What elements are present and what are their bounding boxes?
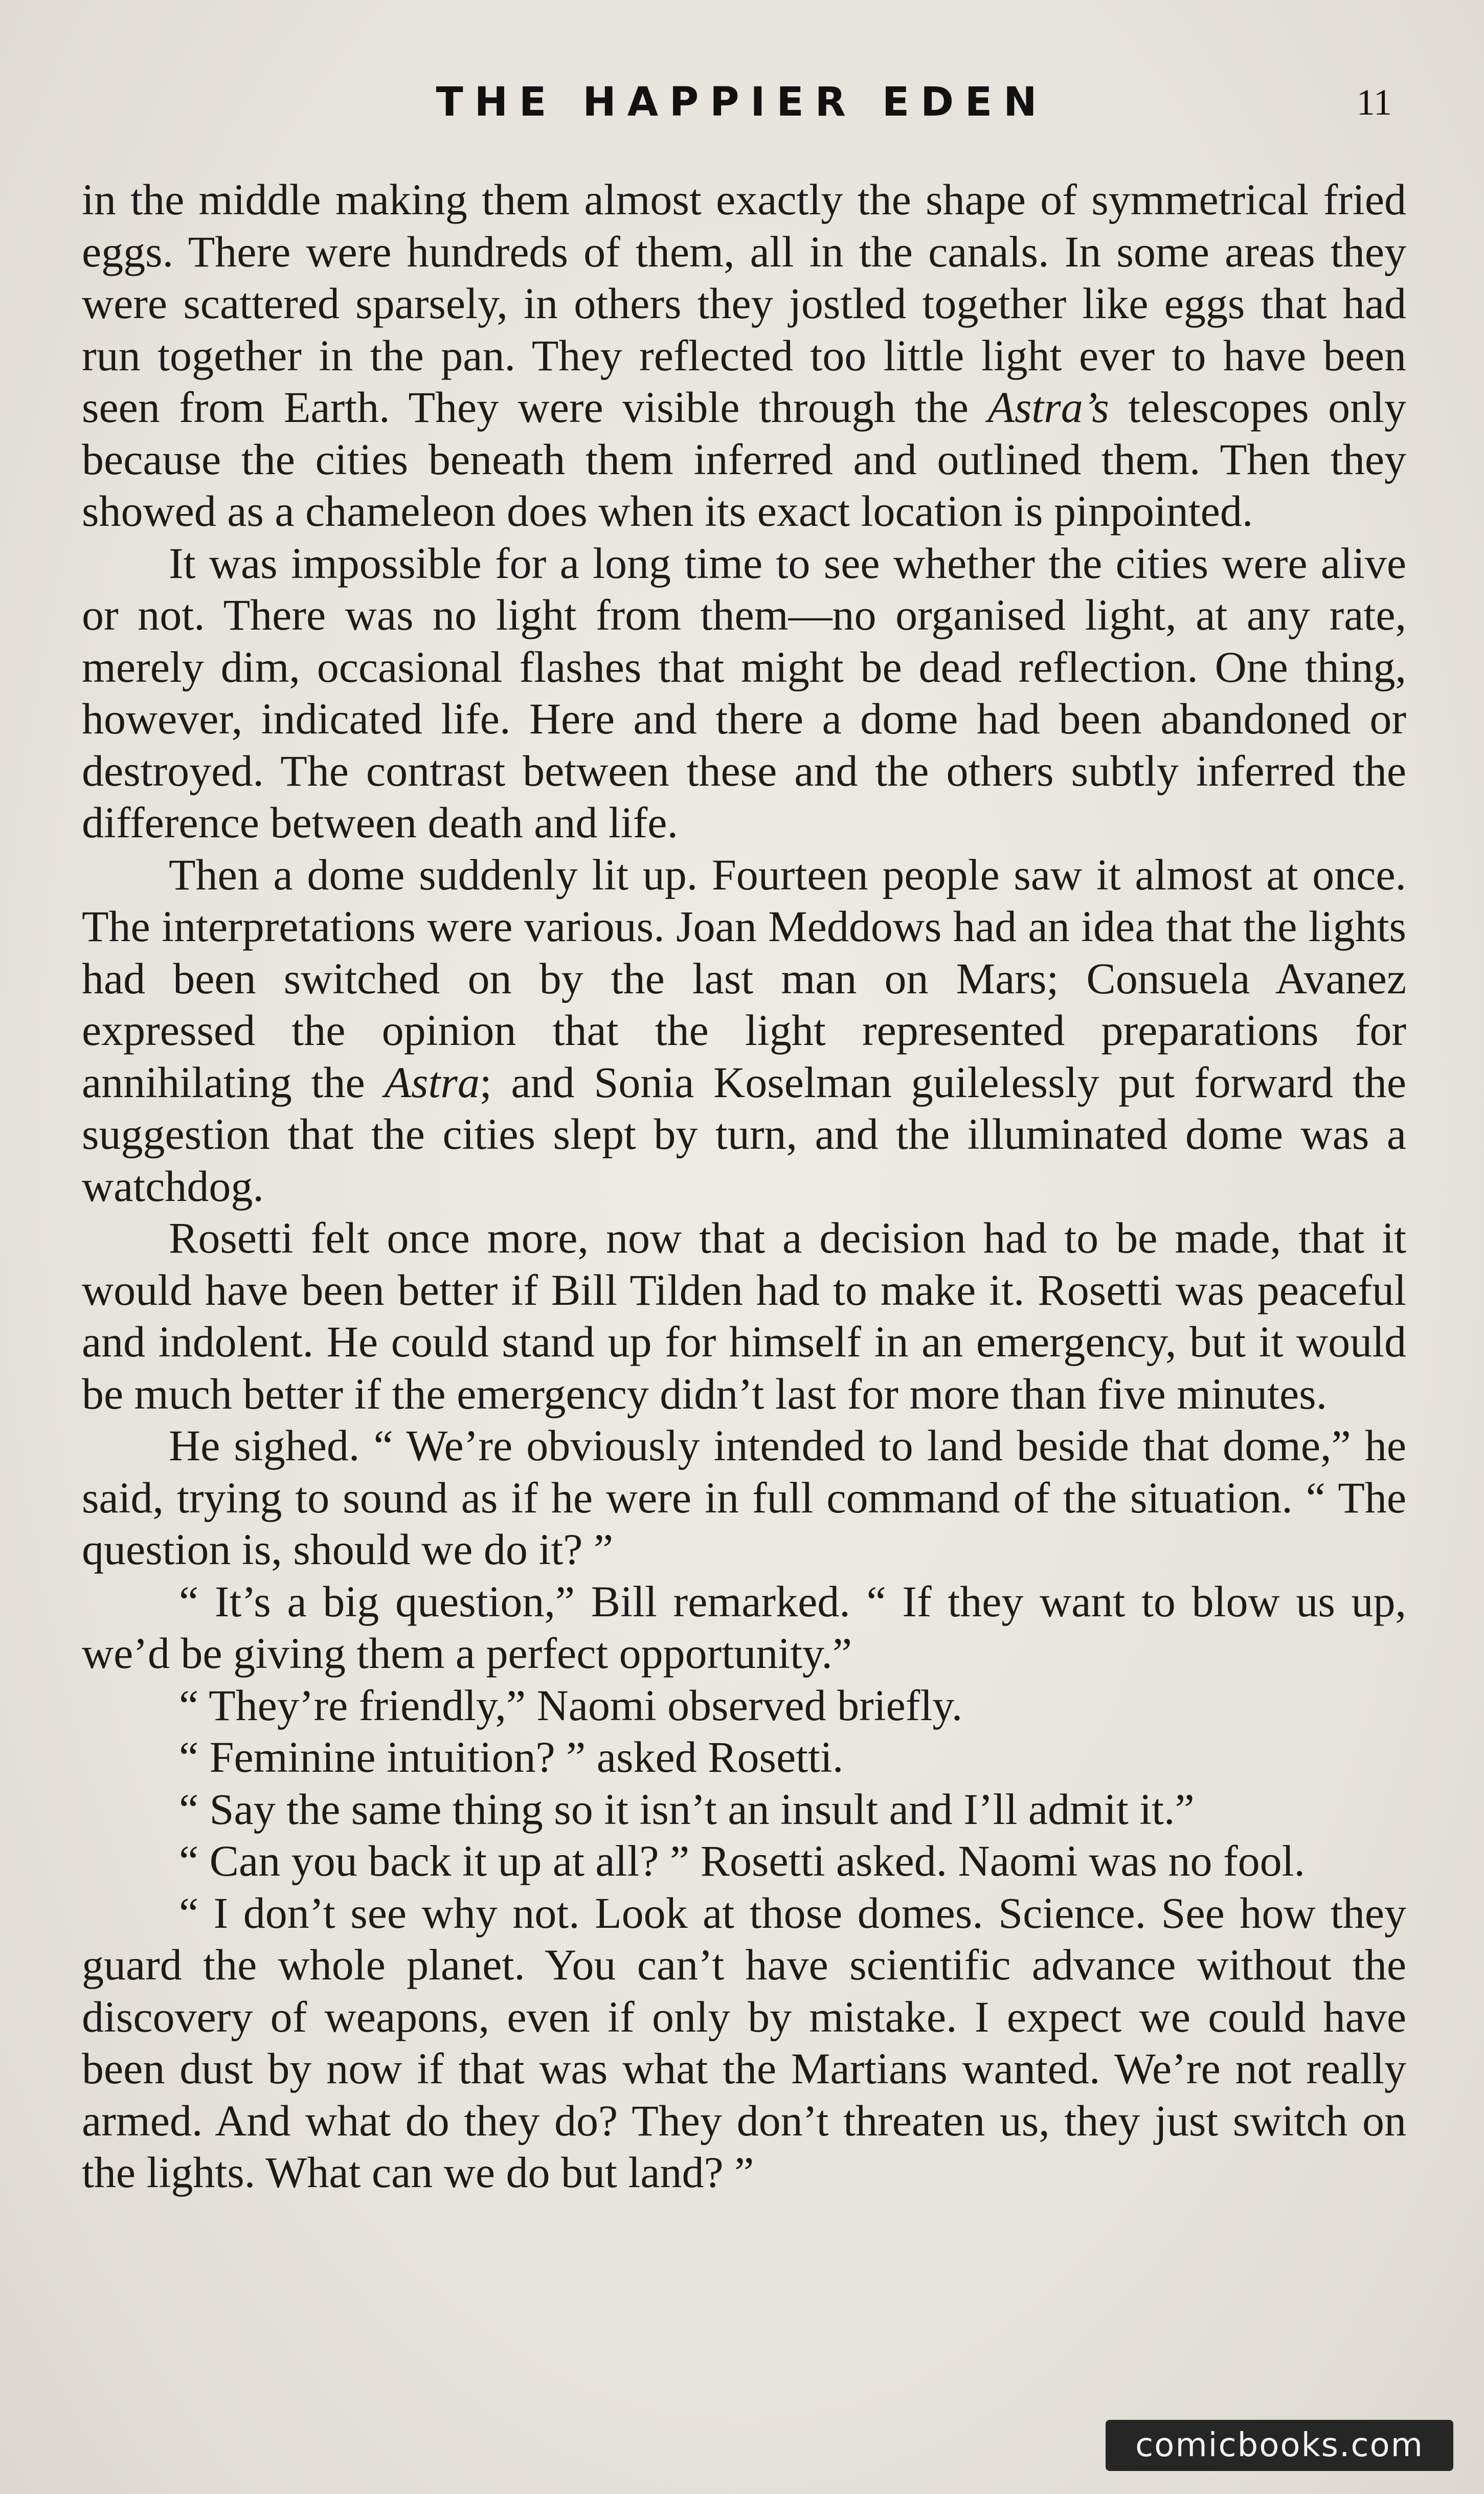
body-text — [82, 174, 1406, 2199]
paragraph-text: “ Say the same thing so it isn’t an insult and I’ll admit it.” — [179, 1784, 1195, 1834]
paragraph — [82, 1212, 1406, 1420]
paragraph — [82, 538, 1406, 849]
paragraph-text: telescopes only because the cities beneath them inferred and outlined them. Then they showed as a chameleon does when its exact location is pinpointed. — [82, 383, 1406, 536]
running-title: THE HAPPIER EDEN — [436, 79, 1048, 125]
paragraph-text: “ Can you back it up at all? ” Rosetti asked. Naomi was no fool. — [179, 1836, 1306, 1885]
paragraph — [82, 174, 1406, 538]
watermark-logo: comicbooks.com — [1106, 2420, 1453, 2471]
paragraph — [82, 1420, 1406, 1576]
ship-name-italic: Astra’s — [987, 383, 1109, 432]
paragraph-text: “ I don’t see why not. Look at those domes. Science. See how they guard the whole planet. You can’t have scientific advance without the discovery of weapons, even if only by mistake. I expect we could have been dust by now if that was what the Martians wanted. We’re not really armed. And what do they do? They don’t threaten us, they just switch on the lights. What can we do but land? ” — [82, 1888, 1406, 2197]
paragraph-text: He sighed. “ We’re obviously intended to land beside that dome,” he said, trying to sound as if he were in full command of the situation. “ The question is, should we do it? ” — [82, 1421, 1406, 1574]
paragraph — [82, 1731, 1406, 1784]
paragraph — [82, 1887, 1406, 2199]
paragraph — [82, 1784, 1406, 1836]
paragraph-text: “ Feminine intuition? ” asked Rosetti. — [179, 1732, 844, 1782]
paragraph-text: ; and Sonia Koselman guilelessly put forward the suggestion that the cities slept by turn, and the illuminated dome was a watchdog. — [82, 1057, 1406, 1211]
paragraph — [82, 1680, 1406, 1732]
paragraph-text: “ It’s a big question,” Bill remarked. “ If they want to blow us up, we’d be giving them a perfect opportunity.” — [82, 1576, 1406, 1678]
paragraph-text: Rosetti felt once more, now that a decision had to be made, that it would have been better if Bill Tilden had to make it. Rosetti was peaceful and indolent. He could stand up for himself in an emergency, but it would be much better if the emergency didn’t last for more than five minutes. — [82, 1213, 1406, 1418]
paragraph-text: It was impossible for a long time to see whether the cities were alive or not. There was no light from them—no organised light, at any rate, merely dim, occasional flashes that might be dead reflection. One thing, however, indicated life. Here and there a dome had been abandoned or destroyed. The contrast between these and the others subtly inferred the difference between death and life. — [82, 538, 1406, 847]
paragraph — [82, 1835, 1406, 1887]
ship-name-italic: Astra — [384, 1057, 480, 1107]
paragraph-text: Then a dome suddenly lit up. Fourteen people saw it almost at once. The interpretations were various. Joan Meddows had an idea that the lights had been switched on by the last man on Mars; Consuela Avanez expressed the opinion that the light represented preparations for annihilating the — [82, 850, 1406, 1107]
page-header — [82, 77, 1402, 128]
paragraph — [82, 1576, 1406, 1680]
paragraph — [82, 849, 1406, 1213]
paragraph-text: in the middle making them almost exactly the shape of symmetrical fried eggs. There were hundreds of them, all in the canals. In some areas they were scattered sparsely, in others they jostled together like eggs that had run together in the pan. They reflected too little light ever to have been seen from Earth. They were visible through the — [82, 175, 1406, 432]
page-number: 11 — [1356, 82, 1392, 123]
paragraph-text: “ They’re friendly,” Naomi observed briefly. — [179, 1680, 963, 1730]
